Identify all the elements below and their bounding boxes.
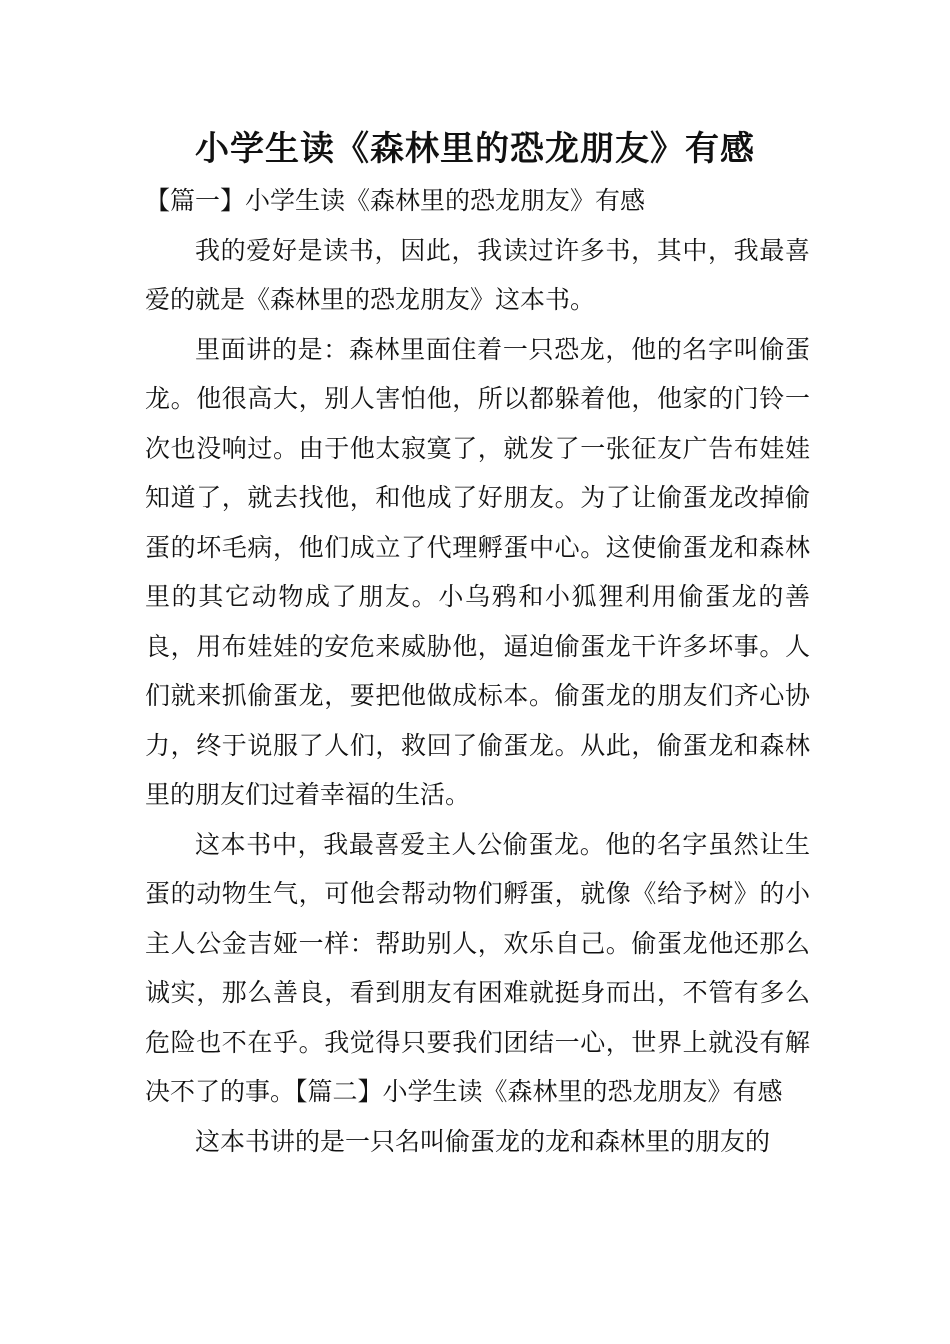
document-title: 小学生读《森林里的恐龙朋友》有感 [195, 129, 755, 169]
paragraph-3: 这本书中，我最喜爱主人公偷蛋龙。他的名字虽然让生蛋的动物生气，可他会帮动物们孵蛋，就像《给予树》的小主人公金吉娅一样：帮助别人，欢乐自己。偷蛋龙他还那么诚实，那么善良，看到朋友有困难就挺身而出，不管有多么危险也不在乎。我觉得只要我们团结一心，世界上就没有解决不了的事。【篇二】小学生读《森林里的恐龙朋友》有感 [145, 829, 810, 1106]
document-body [145, 176, 810, 1166]
paragraph-4: 这本书讲的是一只名叫偷蛋龙的龙和森林里的朋友的 [195, 1126, 771, 1156]
paragraph-1: 我的爱好是读书，因此，我读过许多书，其中，我最喜爱的就是《森林里的恐龙朋友》这本书。 [145, 235, 810, 314]
paragraph-2: 里面讲的是：森林里面住着一只恐龙，他的名字叫偷蛋龙。他很高大，别人害怕他，所以都躲着他，他家的门铃一次也没响过。由于他太寂寞了，就发了一张征友广告布娃娃知道了，就去找他，和他成了好朋友。为了让偷蛋龙改掉偷蛋的坏毛病，他们成立了代理孵蛋中心。这使偷蛋龙和森林里的其它动物成了朋友。小乌鸦和小狐狸利用偷蛋龙的善良，用布娃娃的安危来威胁他，逼迫偷蛋龙干许多坏事。人们就来抓偷蛋龙，要把他做成标本。偷蛋龙的朋友们齐心协力，终于说服了人们，救回了偷蛋龙。从此，偷蛋龙和森林里的朋友们过着幸福的生活。 [145, 334, 810, 809]
section-heading: 【篇一】小学生读《森林里的恐龙朋友》有感 [145, 186, 646, 215]
